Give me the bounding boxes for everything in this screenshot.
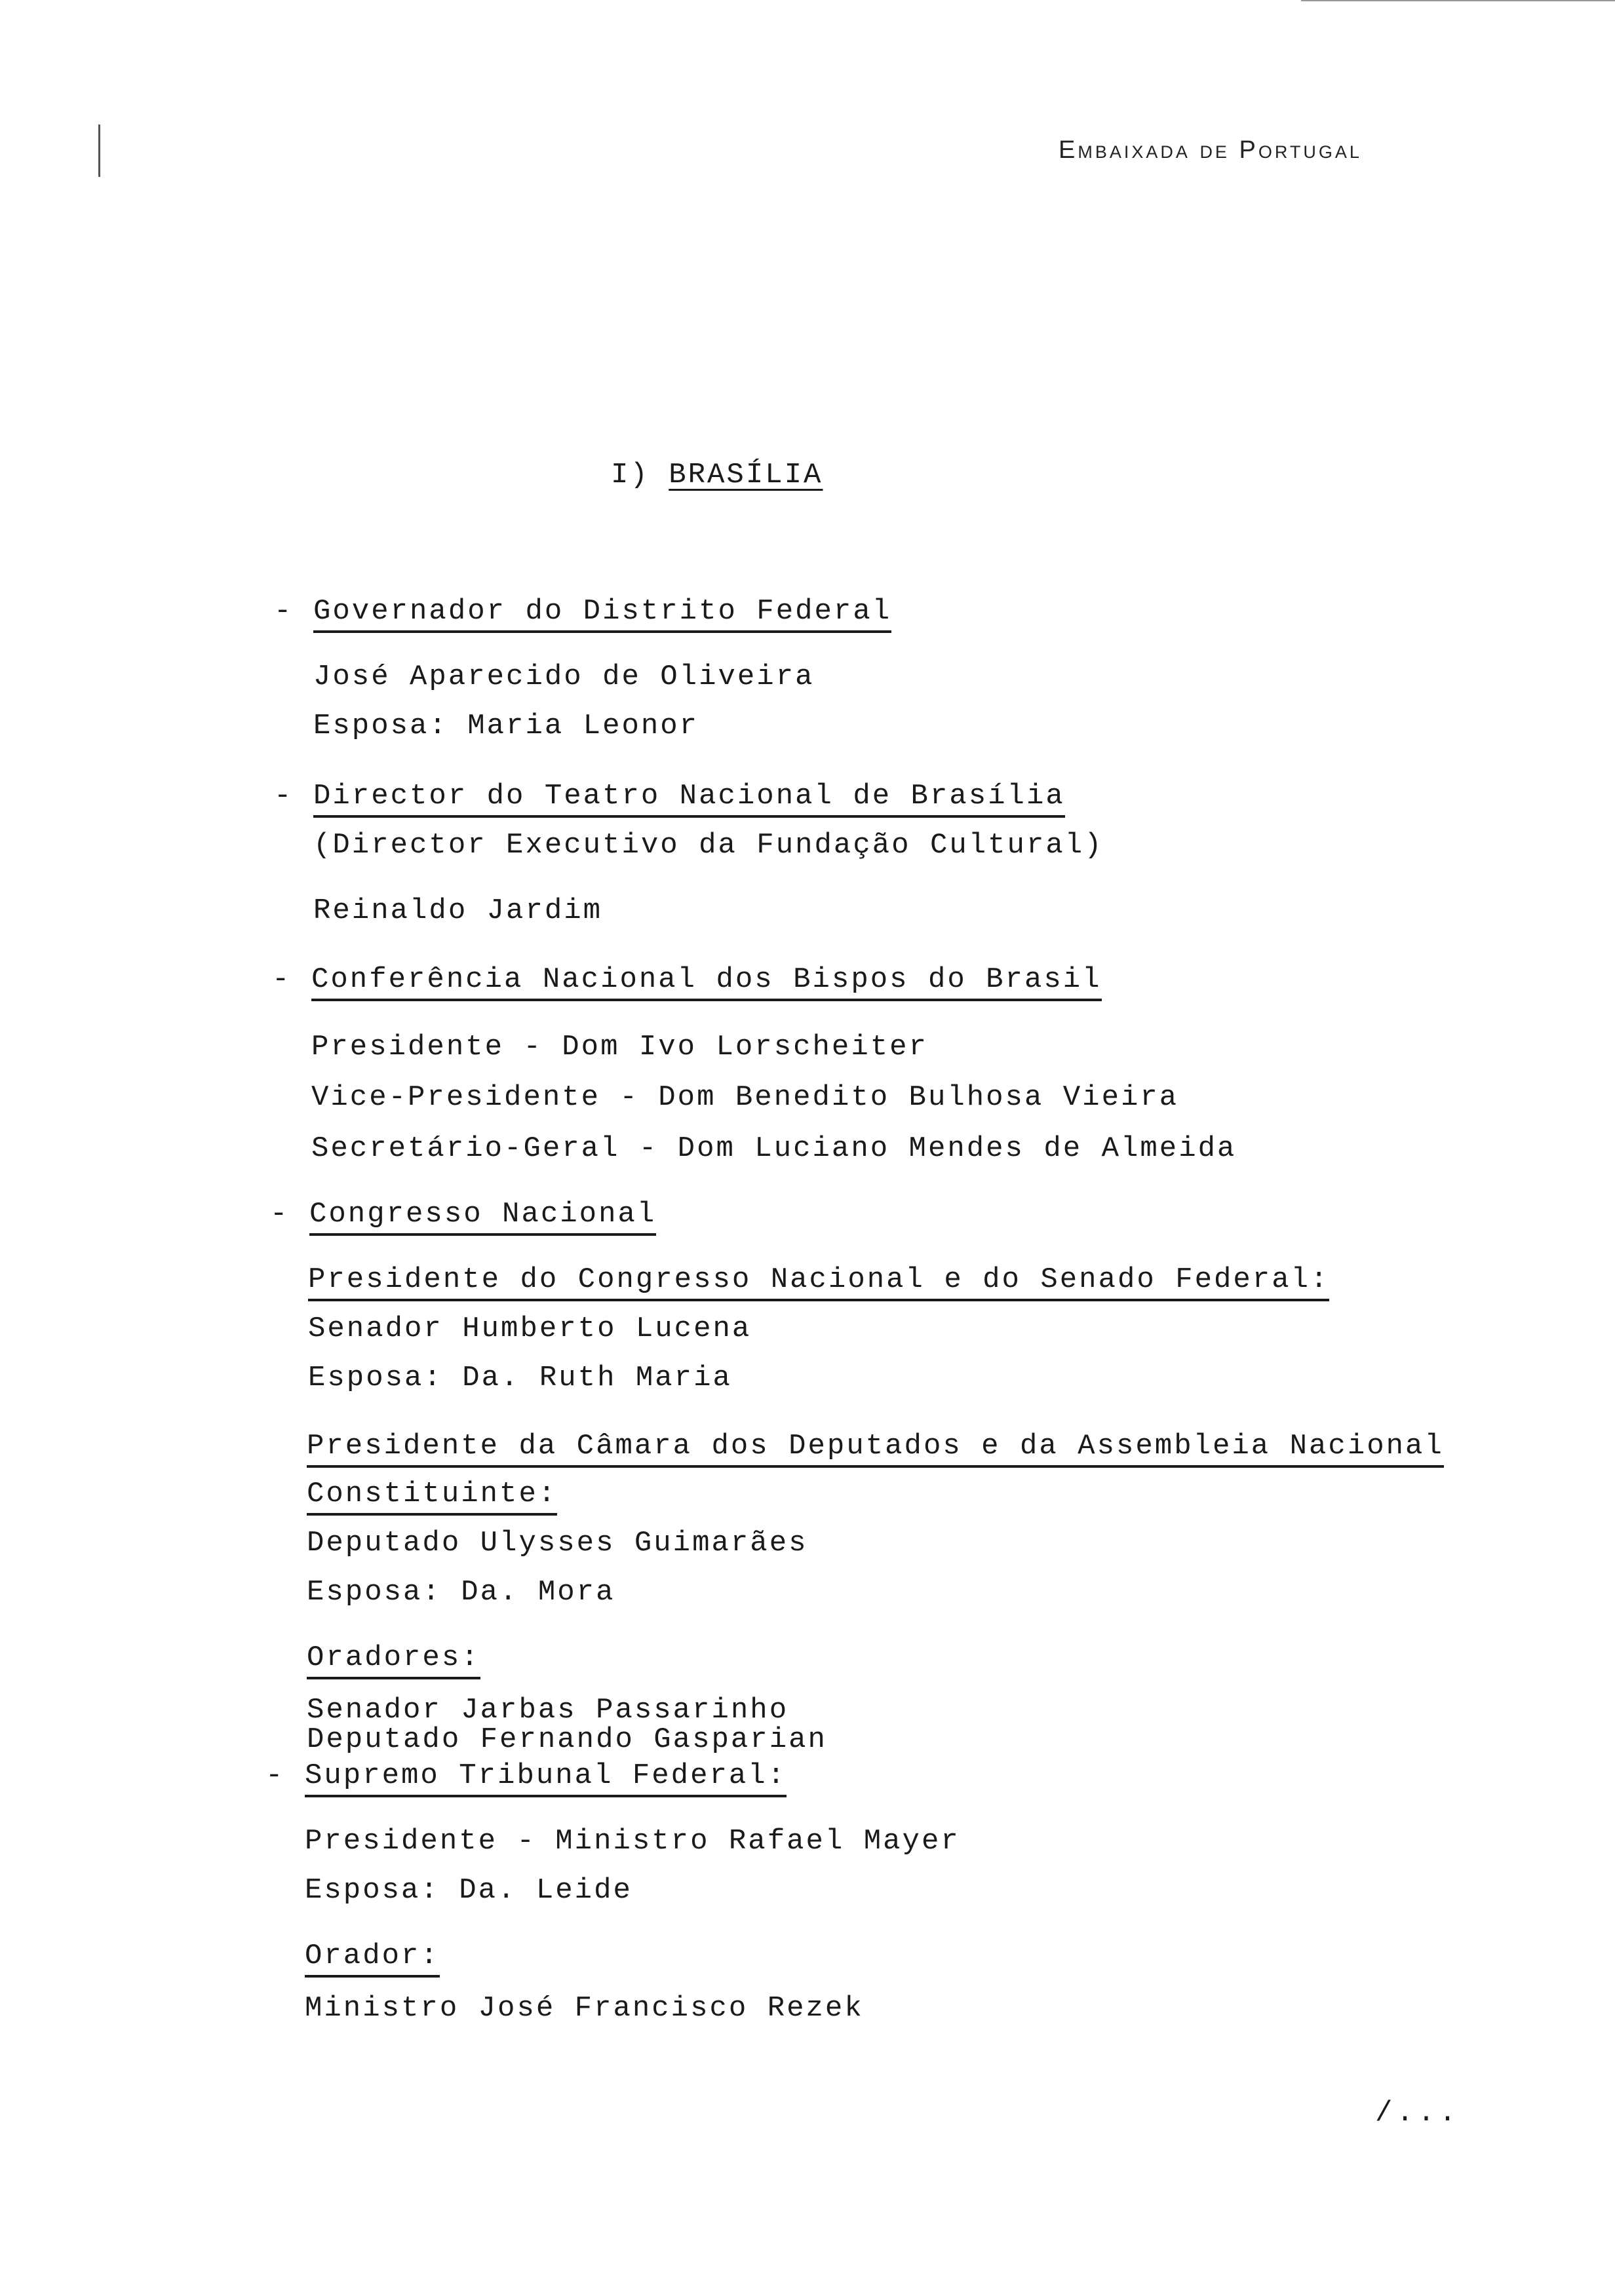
subheading: Constituinte: [307,1478,557,1516]
section-heading: Director do Teatro Nacional de Brasília [313,780,1065,818]
text-line: Reinaldo Jardim [313,894,603,927]
section-number: I) [611,459,650,491]
scan-mark [1301,0,1615,1]
text-line: Ministro José Francisco Rezek [305,1992,864,2025]
subheading: Presidente da Câmara dos Deputados e da Assembleia Nacional [307,1430,1444,1468]
text-line: José Aparecido de Oliveira [313,660,815,693]
text-line: Esposa: Da. Leide [305,1874,632,1907]
continuation-mark: /... [1375,2097,1460,2130]
text-line: Deputado Ulysses Guimarães [307,1527,808,1559]
text-line: (Director Executivo da Fundação Cultural) [313,829,1104,862]
list-dash: - [274,595,292,628]
letterhead: Embaixada de Portugal [1059,136,1362,164]
section-heading: Supremo Tribunal Federal: [305,1759,787,1797]
subheading: Oradores: [307,1641,480,1679]
section-title [611,459,823,491]
section-heading: Conferência Nacional dos Bispos do Brasil [311,963,1102,1001]
text-line: Vice-Presidente - Dom Benedito Bulhosa Vieira [311,1081,1179,1114]
text-line: Senador Humberto Lucena [308,1312,752,1345]
text-line: Presidente - Dom Ivo Lorscheiter [311,1031,928,1063]
scan-mark [98,124,100,177]
text-line: Secretário-Geral - Dom Luciano Mendes de Almeida [311,1132,1237,1165]
subheading: Orador: [305,1940,440,1978]
list-dash: - [272,963,290,996]
section-heading: Governador do Distrito Federal [313,595,891,633]
text-line: Esposa: Da. Ruth Maria [308,1362,732,1394]
text-line: Esposa: Maria Leonor [313,710,699,742]
text-line: Deputado Fernando Gasparian [307,1723,827,1756]
text-line: Presidente - Ministro Rafael Mayer [305,1825,960,1858]
list-dash: - [265,1759,283,1792]
list-dash: - [274,780,292,813]
text-line: Senador Jarbas Passarinho [307,1694,789,1727]
subheading: Presidente do Congresso Nacional e do Senado Federal: [308,1263,1329,1301]
list-dash: - [270,1198,288,1231]
section-heading: Congresso Nacional [309,1198,656,1236]
section-title-text: BRASÍLIA [669,459,823,491]
text-line: Esposa: Da. Mora [307,1576,615,1609]
